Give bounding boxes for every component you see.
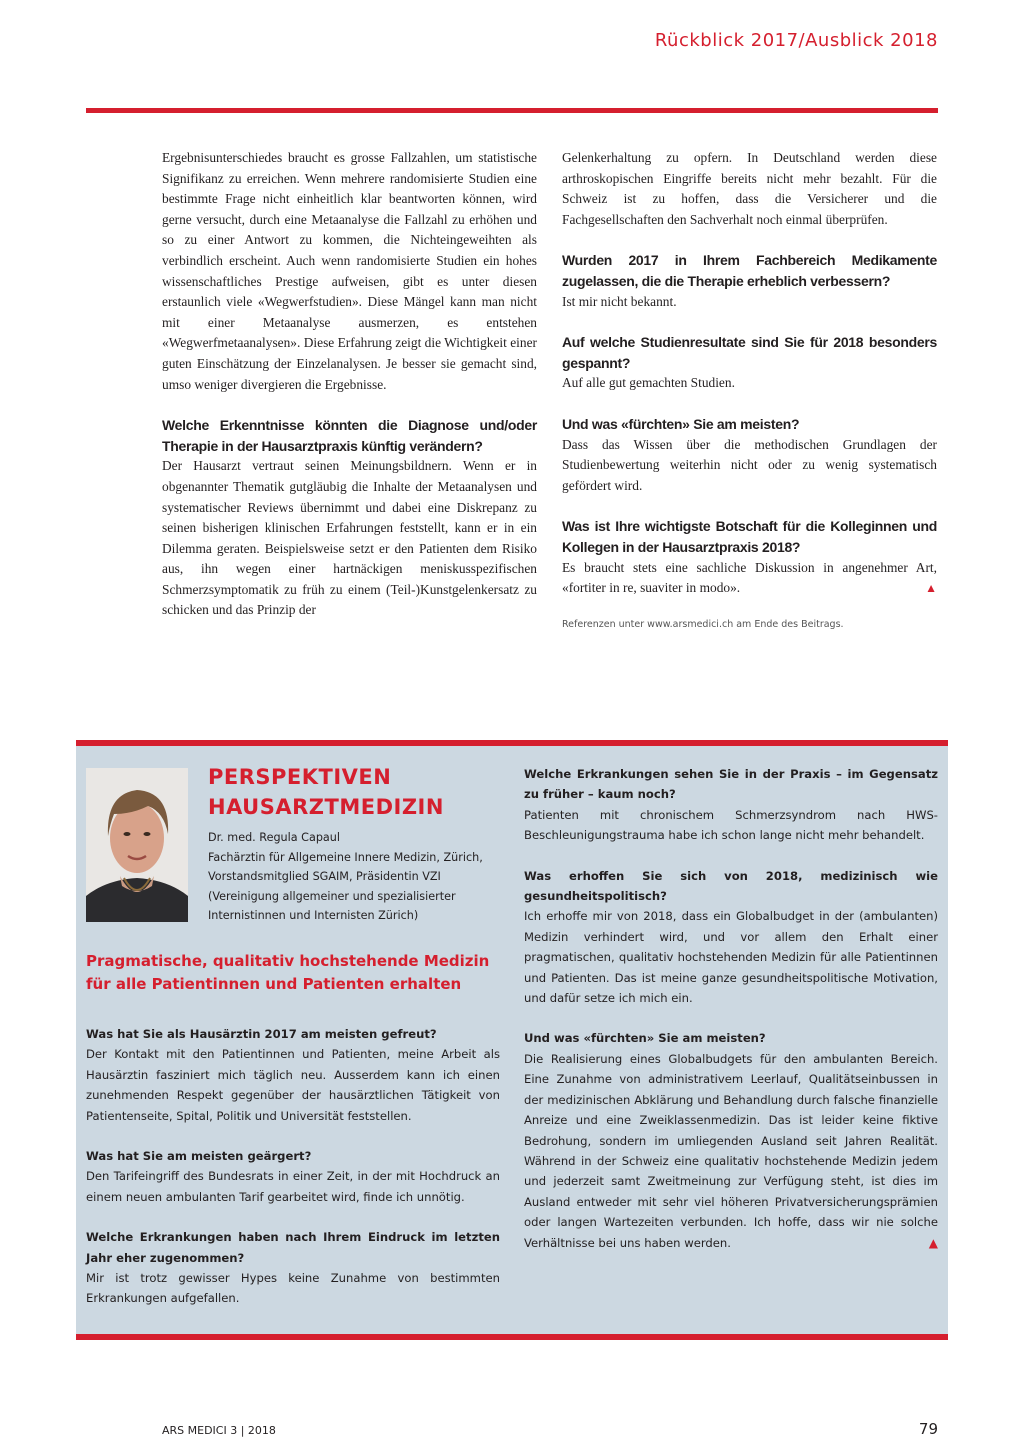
- answer-paragraph: [562, 558, 937, 599]
- answer-paragraph: Ist mir nicht bekannt.: [562, 293, 677, 309]
- question-heading: Wurden 2017 in Ihrem Fachbereich Medikamente zugelassen, die die Therapie erheblich verbessern?: [562, 252, 937, 289]
- answer-paragraph: Mir ist trotz gewisser Hypes keine Zunahme von bestimmten Erkrankungen aufgefallen.: [86, 1271, 500, 1306]
- question-heading: Was ist Ihre wichtigste Botschaft für die Kolleginnen und Kollegen in der Hausarztpraxis 2018?: [562, 518, 937, 555]
- references-note: Referenzen unter www.arsmedici.ch am Ende des Beitrags.: [562, 618, 844, 630]
- answer-paragraph: Den Tarifeingriff des Bundesrats in einer Zeit, in der mit Hochdruck an einem neuen ambulanten Tarif gearbeitet wird, finde ich unnötig.: [86, 1169, 500, 1204]
- question-heading: Und was «fürchten» Sie am meisten?: [562, 415, 800, 432]
- answer-paragraph: Dass das Wissen über die methodischen Grundlagen der Studienbewertung weiterhin nicht oder zu wenig systematisch gefördert wird.: [562, 436, 937, 493]
- author-description: Fachärztin für Allgemeine Innere Medizin, Zürich, Vorstandsmitglied SGAIM, Präsidentin VZI (Vereinigung allgemeiner und spezialisierter Internistinnen und Internisten Zürich): [208, 850, 483, 923]
- question-heading: Was erhoffen Sie sich von 2018, medizinisch wie gesundheitspolitisch?: [524, 868, 938, 904]
- answer-text: Die Realisierung eines Globalbudgets für den ambulanten Bereich. Eine Zunahme von administrativem Leerlauf, Qualitätseinbussen in der medizinischen Abklärung und Behandlung durch falsche finanzielle Anreize und eine Zweiklassenmedizin. Das ist leider keine fiktive Bedrohung, sondern im umliegenden Ausland seit Jahren Realität. Während in der Schweiz eine qualitativ hochstehende Medizin jedem und jederzeit samt Zweitmeinung zur Verfügung steht, ist dies im Ausland entweder mit sehr viel höheren Privatversicherungsprämien oder langen Wartezeiten verbunden. Ich hoffe, dass wir nie solche Verhältnisse bei uns haben werden.: [524, 1051, 938, 1250]
- author-portrait: [86, 768, 188, 922]
- question-heading: Was hat Sie als Hausärztin 2017 am meisten gefreut?: [86, 1027, 437, 1041]
- footer-journal: ARS MEDICI 3 | 2018: [162, 1424, 276, 1437]
- box-title-line: PERSPEKTIVEN: [208, 765, 392, 789]
- section-header: Rückblick 2017/Ausblick 2018: [654, 30, 938, 51]
- box-bottom-rule: [76, 1334, 948, 1340]
- question-heading: Auf welche Studienresultate sind Sie für 2018 besonders gespannt?: [562, 334, 937, 371]
- paragraph: Gelenkerhaltung zu opfern. In Deutschland werden diese arthroskopischen Eingriffe bereits nicht mehr bezahlt. Für die Schweiz ist zu hoffen, dass die Versicherer und die Fachgesellschaften den Sachverhalt noch einmal überprüfen.: [562, 150, 937, 227]
- right-column: [562, 148, 937, 635]
- box-title-line: HAUSARZTMEDIZIN: [208, 795, 444, 819]
- box-title: [208, 762, 444, 822]
- author-info: [208, 828, 498, 926]
- question-heading: Welche Erkrankungen sehen Sie in der Praxis – im Gegensatz zu früher – kaum noch?: [524, 767, 938, 802]
- question-heading: Und was «fürchten» Sie am meisten?: [524, 1031, 766, 1046]
- answer-text: Es braucht stets eine sachliche Diskussion in angenehmer Art, «fortiter in re, suaviter in modo».: [562, 559, 937, 596]
- end-triangle-icon: ▲: [928, 1235, 938, 1250]
- author-name: Dr. med. Regula Capaul: [208, 831, 340, 844]
- question-heading: Welche Erkrankungen haben nach Ihrem Eindruck im letzten Jahr eher zugenommen?: [86, 1230, 500, 1265]
- left-column: [162, 148, 537, 621]
- header-rule: [86, 108, 938, 113]
- answer-paragraph: [524, 1049, 938, 1253]
- page-number: 79: [918, 1420, 938, 1438]
- box-left-column: [86, 1024, 500, 1309]
- answer-paragraph: Ich erhoffe mir von 2018, dass ein Globalbudget in der (ambulanten) Medizin verhindert wird, und vor allem den Erhalt einer pragmatischen, qualitativ hochstehenden Medizin für alle Patientinnen und Patienten. Das ist meine ganze gesundheitspolitische Motivation, und dafür setze ich mich ein.: [524, 909, 938, 1006]
- question-heading: Was hat Sie am meisten geärgert?: [86, 1149, 312, 1164]
- end-triangle-icon: ▲: [925, 581, 937, 596]
- paragraph: Ergebnisunterschiedes braucht es grosse Fallzahlen, um statistische Signifikanz zu erreichen. Wenn mehrere randomisierte Studien eine bestimmte Frage nicht einheitlich klar beantworten können, wird gerne versucht, durch eine Metaanalyse die Fallzahl zu erhöhen und so zu einer Antwort zu kommen, die Nichteingeweihten als verbindlich erscheint. Auch wenn randomisierte Studien ein hohes wissenschaftliches Prestige aufweisen, gibt es unter diesen erstaunlich viele «Wegwerfstudien». Diese Mängel kann man nicht mit einer Metaanalyse ausmerzen, es entstehen «Wegwerfmetaanalysen». Diese Erfahrung zeigt die Wichtigkeit einer guten Einschätzung der Einzelanalysen. Je besser sie gemacht sind, umso weniger divergieren die Ergebnisse.: [162, 150, 537, 392]
- answer-paragraph: Der Kontakt mit den Patientinnen und Patienten, meine Arbeit als Hausärztin fasziniert mich täglich neu. Ausserdem kann ich einen zunehmenden Respekt gegenüber der hausärztlichen Tätigkeit von Patientenseite, Spital, Politik und Universität feststellen.: [86, 1047, 500, 1123]
- answer-paragraph: Patienten mit chronischem Schmerzsyndrom nach HWS-Beschleunigungstrauma habe ich schon lange nicht mehr behandelt.: [524, 807, 938, 843]
- answer-paragraph: Auf alle gut gemachten Studien.: [562, 375, 735, 391]
- box-subheading: Pragmatische, qualitativ hochstehende Medizin für alle Patientinnen und Patienten erhalten: [86, 952, 490, 993]
- question-heading: Welche Erkenntnisse könnten die Diagnose und/oder Therapie in der Hausarztpraxis künftig verändern?: [162, 417, 537, 454]
- box-right-column: [524, 764, 938, 1253]
- answer-paragraph: Der Hausarzt vertraut seinen Meinungsbildnern. Wenn er in obgenannter Thematik gutgläubig die Inhalte der Metaanalysen und systematischer Reviews übernimmt und dabei eine Diskrepanz zu seinen bisherigen klinischen Erfahrungen feststellt, kann er in ein Dilemma geraten. Beispielsweise setzt er den Patienten dem Risiko aus, ihn wegen einer hartnäckigen meniskusspezifischen Schmerzsymptomatik zu früh zu einem (Teil-)Kunstgelenkersatz zu schicken und das Prinzip der: [162, 458, 537, 618]
- box-top-rule: [76, 740, 948, 746]
